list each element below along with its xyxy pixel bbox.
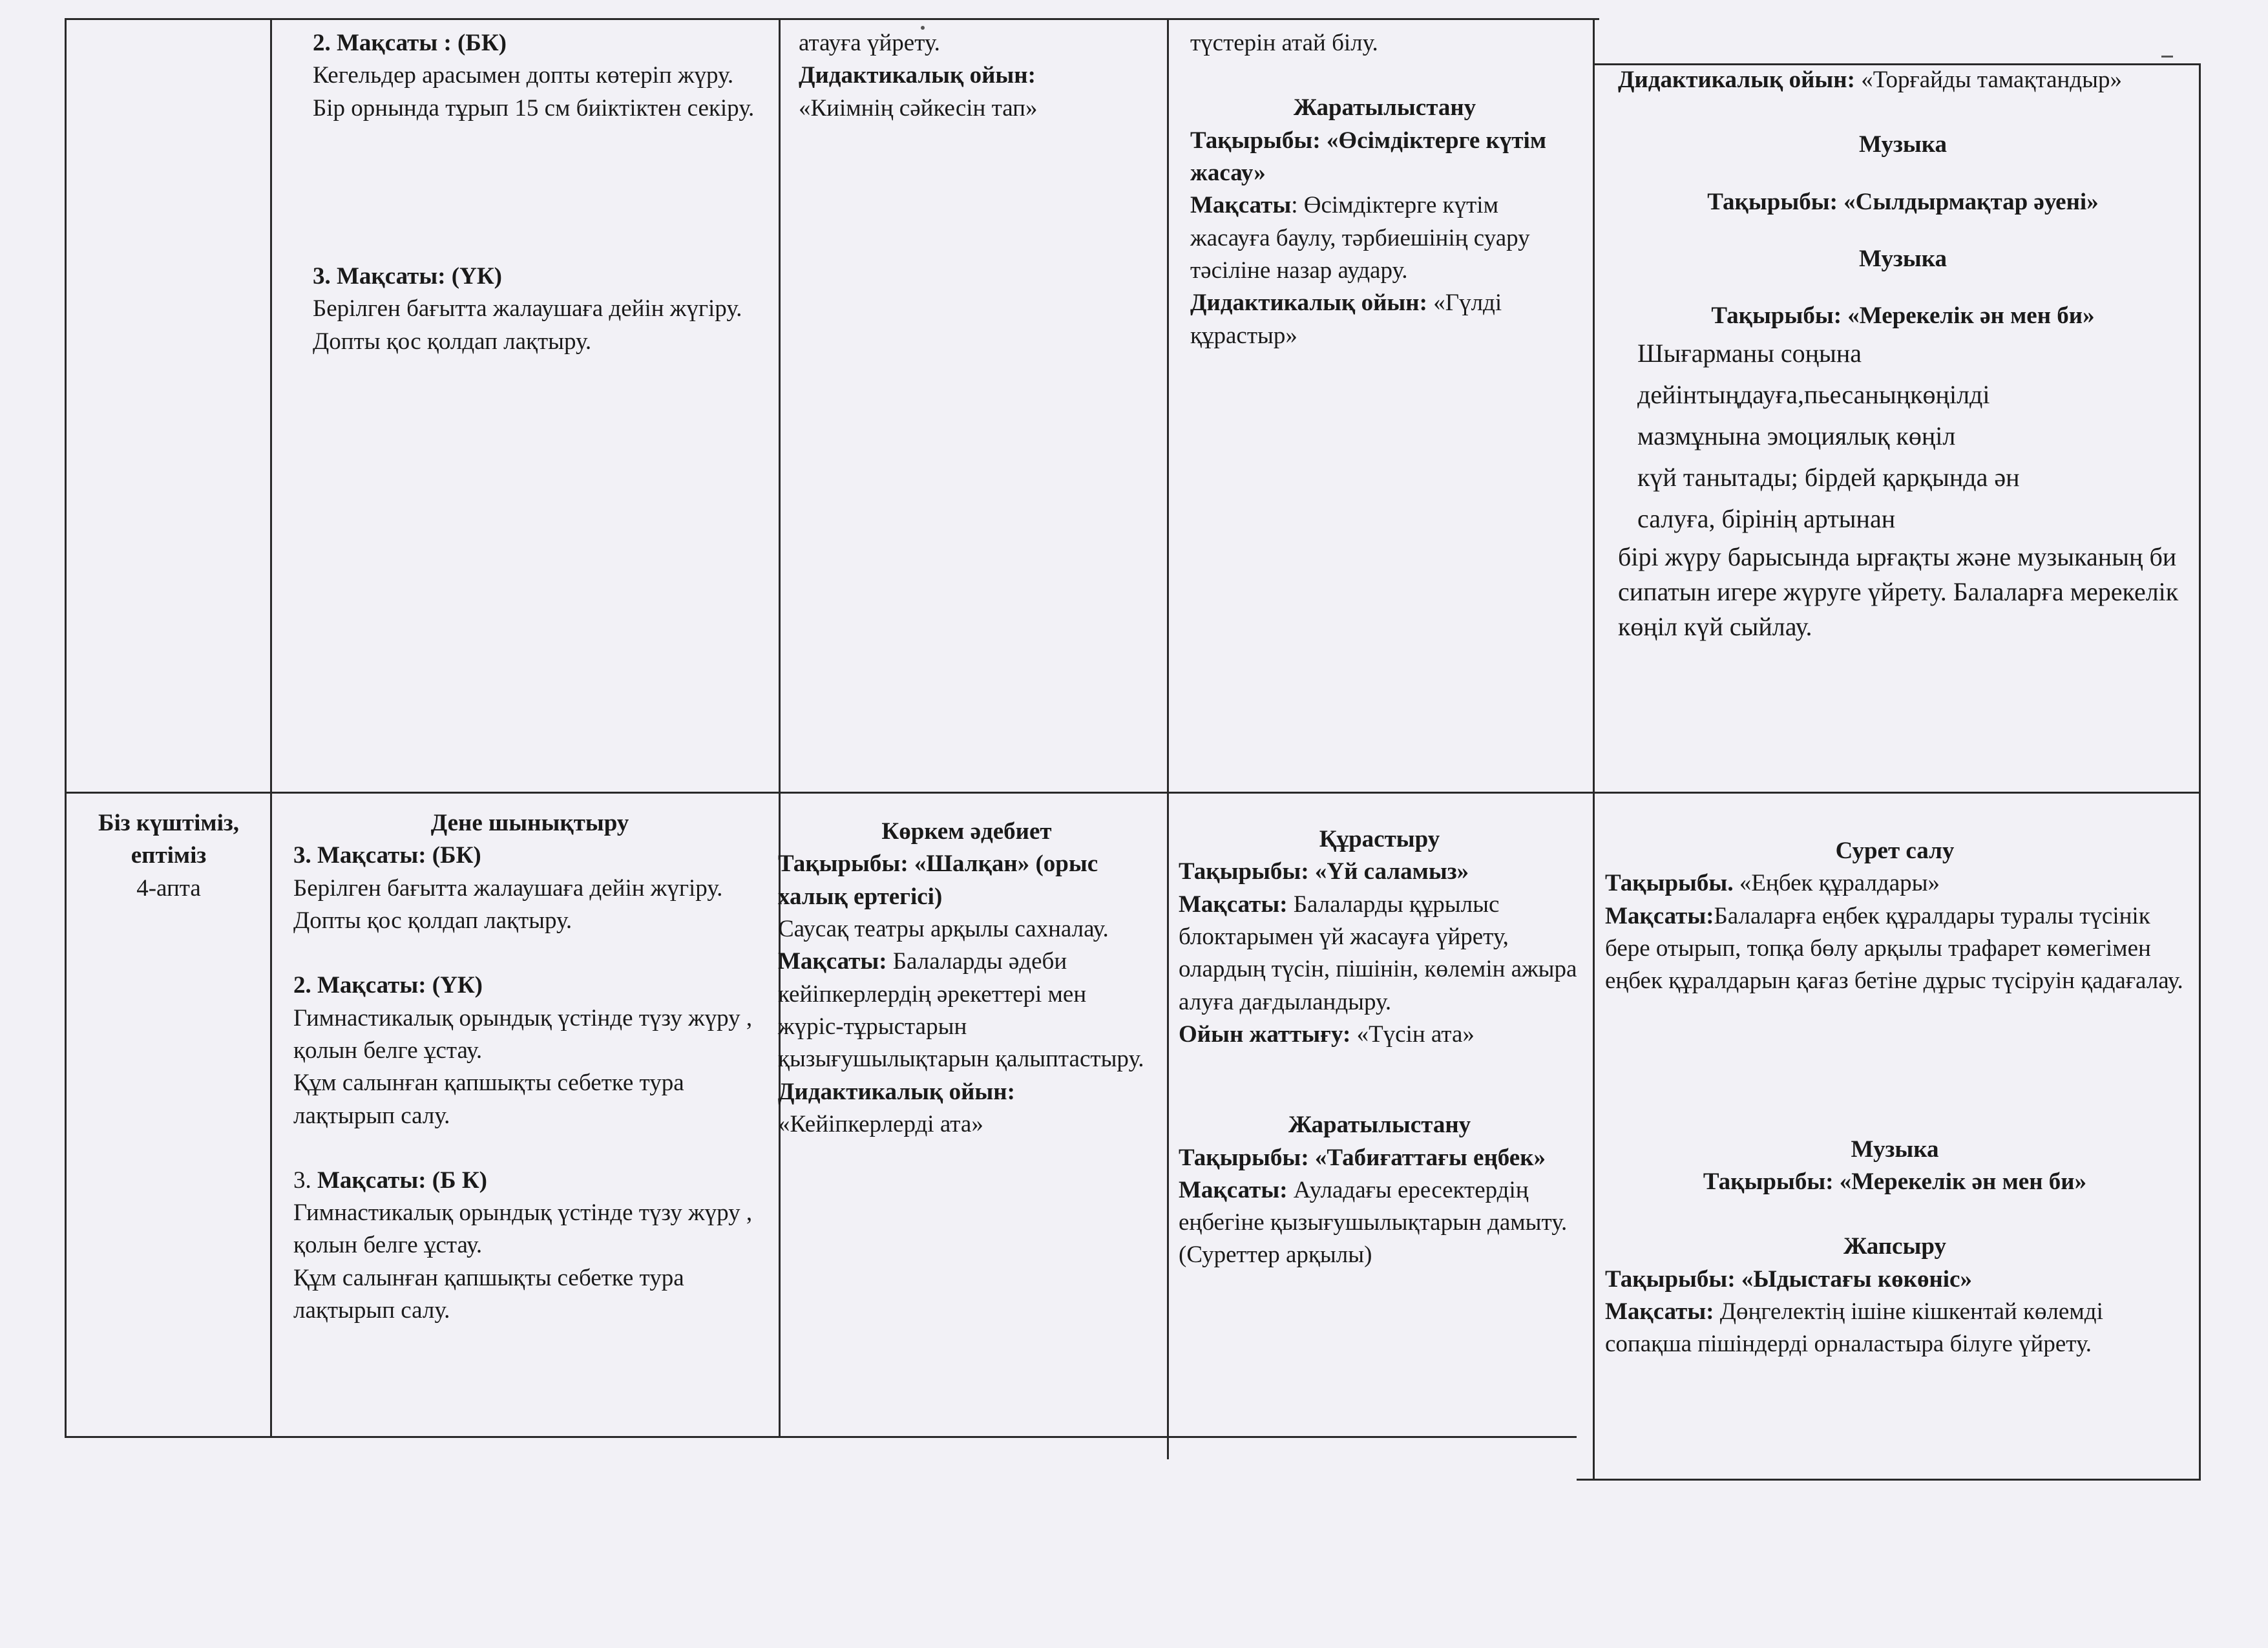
col-divider-3 bbox=[1167, 18, 1169, 1459]
topic: Тақырыбы: «Табиғаттағы еңбек» bbox=[1179, 1144, 1546, 1171]
subject-heading: Дене шынықтыру bbox=[430, 810, 629, 836]
row2-col3-cell bbox=[1170, 821, 1590, 1274]
game-label: Дидактикалық ойын: bbox=[778, 1078, 1015, 1105]
topic: Тақырыбы: «Өсімдіктерге күтім жасау» bbox=[1190, 127, 1547, 186]
goal-title: 2. Мақсаты : (БК) bbox=[313, 30, 507, 56]
table-border-bottom-right bbox=[1577, 1479, 2200, 1481]
subject-heading: Музыка bbox=[1851, 1136, 1939, 1163]
goal-text: Құм салынған қапшықты себетке тура лақтырып салу. bbox=[293, 1264, 684, 1324]
cell-text: түстерін атай білу. bbox=[1190, 30, 1378, 56]
goal-text: Дөңгелектің ішіне кішкентай көлемді сопақша пішіндерді орналастыра білуге үйрету. bbox=[1605, 1298, 2103, 1358]
topic: Тақырыбы: «Ыдыстағы көкөніс» bbox=[1605, 1265, 1972, 1293]
subject-heading: Жаратылыстану bbox=[1293, 94, 1476, 121]
goal-label: Мақсаты: bbox=[778, 948, 887, 975]
row1-col2-cell bbox=[790, 25, 1164, 127]
exercise-name: «Түсін ата» bbox=[1350, 1020, 1475, 1048]
table-border-bottom-left bbox=[65, 1436, 1577, 1438]
week-theme: Біз күштіміз, ептіміз bbox=[98, 810, 239, 869]
subject-heading: Жаратылыстану bbox=[1288, 1112, 1471, 1139]
row-divider bbox=[65, 792, 2200, 794]
music-text-line: мазмұнына эмоциялық көңіл bbox=[1637, 421, 1956, 450]
col-divider-1 bbox=[270, 18, 272, 1438]
subject-heading: Көркем әдебиет bbox=[881, 818, 1052, 845]
table-border-left bbox=[65, 18, 67, 1438]
goal-text: Допты қос қолдап лақтыру. bbox=[293, 907, 572, 934]
goal-number: 3. bbox=[293, 1167, 317, 1194]
table-border-right bbox=[2199, 63, 2201, 1481]
topic: Тақырыбы: «Сылдырмақтар әуені» bbox=[1707, 188, 2099, 215]
goal bbox=[1190, 189, 1579, 287]
game-label: Дидактикалық ойын: bbox=[799, 62, 1036, 89]
col-divider-4 bbox=[1593, 18, 1595, 1479]
topic: Тақырыбы: «Мерекелік ән мен би» bbox=[1703, 1168, 2087, 1195]
goal-label: Мақсаты: bbox=[1179, 1176, 1288, 1203]
goal-text: Балаларға еңбек құралдары туралы түсінік бере отырып, топқа бөлу арқылы трафарет көмегімен еңбек құралдарын қағаз бетіне дұрыс түсіруін қадағалау. bbox=[1605, 902, 2183, 995]
goal-title: 2. Мақсаты: (ҮК) bbox=[293, 972, 483, 999]
goal-text: Балаларды құрылыс блоктарымен үй жасауға үйрету, олардың түсін, пішінін, көлемін ажыра алуға дағдыландыру. bbox=[1179, 891, 1577, 1015]
row1-col1-cell bbox=[304, 25, 775, 361]
subject-heading: Музыка bbox=[1859, 131, 1947, 158]
goal-text: Ауладағы ересектердің еңбегіне қызығушылықтарын дамыту. (Суреттер арқылы) bbox=[1179, 1176, 1568, 1269]
goal-text: Балаларды әдеби кейіпкерлердің әрекеттері мен жүріс-тұрыстарын қызығушылықтарын қалыптастыру. bbox=[778, 948, 1144, 1073]
cell-text: Саусақ театры арқылы сахналау. bbox=[778, 915, 1109, 942]
row2-col1-cell bbox=[284, 805, 775, 1329]
game-name: «Кейіпкерлерді ата» bbox=[778, 1110, 983, 1137]
row1-col3-cell bbox=[1181, 25, 1588, 355]
row2-col2-cell bbox=[769, 813, 1164, 1143]
col-divider-2 bbox=[779, 18, 781, 1438]
subject-heading: Құрастыру bbox=[1319, 826, 1440, 852]
week-number: 4-апта bbox=[136, 874, 201, 902]
topic: Тақырыбы: «Үй саламыз» bbox=[1179, 858, 1469, 885]
scan-mark bbox=[2161, 56, 2173, 58]
goal-title: Мақсаты: (Б К) bbox=[317, 1167, 487, 1194]
goal-text: Кегельдер арасымен допты көтеріп жүру. Бір орнында тұрып 15 см биіктіктен секіру. bbox=[313, 62, 755, 121]
music-text-line: күй танытады; бірдей қарқында ән bbox=[1637, 462, 2020, 492]
goal-text: Берілген бағытта жалаушаға дейін жүгіру. bbox=[313, 295, 742, 322]
goal-text: Берілген бағытта жалаушаға дейін жүгіру. bbox=[293, 874, 723, 902]
music-text-line: бірі жүру барысында ырғақты және музыканың би сипатын игере жүруге үйрету. Балаларға мерекелік көңіл күй сыйлау. bbox=[1618, 542, 2179, 642]
subject-heading: Сурет салу bbox=[1835, 838, 1955, 864]
row2-col4-cell bbox=[1596, 832, 2194, 1363]
goal-title: 3. Мақсаты: (ҮК) bbox=[313, 262, 502, 290]
game-name: «Киімнің сәйкесін тап» bbox=[799, 94, 1038, 121]
game-label: Дидактикалық ойын: bbox=[1190, 290, 1427, 317]
topic-label: Тақырыбы. bbox=[1605, 870, 1734, 897]
game-name: «Гүлді құрастыр» bbox=[1190, 290, 1502, 349]
topic: Тақырыбы: «Шалқан» (орыс халық ертегісі) bbox=[778, 850, 1098, 910]
goal-text: Допты қос қолдап лақтыру. bbox=[313, 328, 592, 355]
goal-text: Құм салынған қапшықты себетке тура лақтырып салу. bbox=[293, 1070, 684, 1129]
music-text-line: дейінтыңдауға,пьесаныңкөңілді bbox=[1637, 379, 1990, 409]
goal-label: Мақсаты: bbox=[1179, 891, 1288, 918]
music-text-line: Шығарманы соңына bbox=[1637, 338, 1862, 368]
goal-text: : Өсімдіктерге күтім жасауға баулу, тәрбиешінің суару тәсіліне назар аудару. bbox=[1190, 192, 1530, 284]
goal-text: Гимнастикалық орындық үстінде түзу жүру , қолын белге ұстау. bbox=[293, 1199, 753, 1259]
goal-label: Мақсаты bbox=[1190, 192, 1292, 219]
topic-name: «Еңбек құралдары» bbox=[1733, 870, 1940, 897]
row1-col4-cell bbox=[1609, 61, 2197, 648]
table-border-top-left bbox=[65, 18, 1599, 20]
goal-text: Гимнастикалық орындық үстінде түзу жүру , қолын белге ұстау. bbox=[293, 1004, 753, 1064]
game-label: Дидактикалық ойын: bbox=[1618, 67, 1855, 93]
game-name: «Торғайды тамақтандыр» bbox=[1861, 67, 2122, 93]
goal-label: Мақсаты: bbox=[1605, 902, 1714, 929]
subject-heading: Музыка bbox=[1859, 245, 1947, 272]
cell-text: атауға үйрету. bbox=[799, 30, 940, 56]
goal-title: 3. Мақсаты: (БК) bbox=[293, 842, 481, 869]
row2-col0-cell bbox=[70, 805, 268, 907]
subject-heading: Жапсыру bbox=[1843, 1233, 1946, 1260]
music-text-line: салуға, бірінің артынан bbox=[1637, 503, 1896, 533]
exercise-label: Ойын жаттығу: bbox=[1179, 1020, 1351, 1048]
goal-label: Мақсаты: bbox=[1605, 1298, 1714, 1325]
topic: Тақырыбы: «Мерекелік ән мен би» bbox=[1711, 302, 2095, 330]
